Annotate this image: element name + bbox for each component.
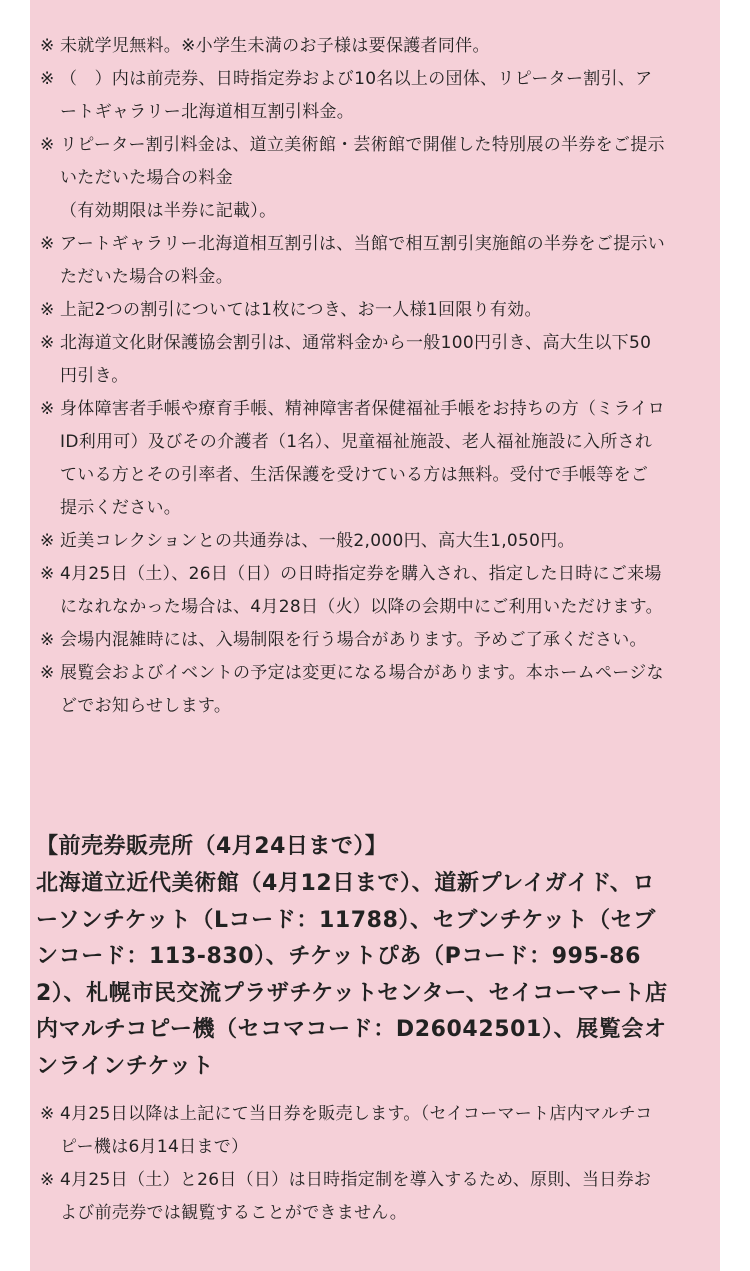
note-repeater-discount bbox=[40, 129, 665, 228]
note-text: 未就学児無料。※小学生未満のお子様は要保護者同伴。 bbox=[60, 36, 490, 56]
reference-mark: ※ bbox=[40, 333, 55, 353]
note-combo-ticket bbox=[40, 525, 665, 558]
note-timed-ticket bbox=[40, 558, 665, 624]
reference-mark: ※ bbox=[40, 630, 55, 650]
note-text: 近美コレクションとの共通券は、一般2,000円、高大生1,050円。 bbox=[60, 531, 575, 551]
note-text: 会場内混雑時には、入場制限を行う場合があります。予めご了承ください。 bbox=[60, 630, 647, 650]
note-text: （ ）内は前売券、日時指定券および10名以上の団体、リピーター割引、アートギャラリー北海道相互割引料金。 bbox=[60, 69, 653, 122]
reference-mark: ※ bbox=[40, 399, 55, 419]
note-discount-prices bbox=[40, 63, 665, 129]
note-disability-free bbox=[40, 393, 665, 525]
presale-title: 【前売券販売所（4月24日まで）】 bbox=[36, 834, 388, 859]
reference-mark: ※ bbox=[40, 1104, 55, 1124]
note-text: 4月25日（土）、26日（日）の日時指定券を購入され、指定した日時にご来場になれなかった場合は、4月28日（火）以降の会期中にご利用いただけます。 bbox=[60, 564, 663, 617]
note-art-gallery-discount bbox=[40, 228, 665, 294]
note-schedule-change bbox=[40, 657, 665, 723]
reference-mark: ※ bbox=[40, 234, 55, 254]
reference-mark: ※ bbox=[40, 1170, 55, 1190]
note-text: 4月25日以降は上記にて当日券を販売します。（セイコーマート店内マルチコピー機は6月14日まで） bbox=[60, 1104, 653, 1157]
note-text: 上記2つの割引については1枚につき、お一人様1回限り有効。 bbox=[60, 300, 542, 320]
admission-notes-list bbox=[40, 30, 665, 723]
reference-mark: ※ bbox=[40, 564, 55, 584]
note-subtext: （有効期限は半券に記載）。 bbox=[60, 201, 277, 221]
presale-locations: 北海道立近代美術館（4月12日まで）、道新プレイガイド、ローソンチケット（Lコード：11788）、セブンチケット（セブンコード：113-830）、チケットぴあ（Pコード：995-862）、札幌市民交流プラザチケットセンター、セイコーマート店内マルチコピー機（セコマコード：D26042501）、展覧会オンラインチケット bbox=[36, 871, 668, 1079]
note-discount-limit bbox=[40, 294, 665, 327]
note-preschool-free bbox=[40, 30, 665, 63]
note-text: 身体障害者手帳や療育手帳、精神障害者保健福祉手帳をお持ちの方（ミライロID利用可）及びその介護者（1名）、児童福祉施設、老人福祉施設に入所されている方とその引率者、生活保護を受けている方は無料。受付で手帳等をご提示ください。 bbox=[60, 399, 665, 518]
note-timed-entry bbox=[40, 1164, 665, 1230]
note-text: 北海道文化財保護協会割引は、通常料金から一般100円引き、高大生以下50円引き。 bbox=[60, 333, 652, 386]
note-cultural-property-discount bbox=[40, 327, 665, 393]
reference-mark: ※ bbox=[40, 663, 55, 683]
note-text: 4月25日（土）と26日（日）は日時指定制を導入するため、原則、当日券および前売券では観覧することができません。 bbox=[60, 1170, 652, 1223]
reference-mark: ※ bbox=[40, 36, 55, 56]
presale-notes-list bbox=[40, 1098, 665, 1230]
note-text: リピーター割引料金は、道立美術館・芸術館で開催した特別展の半券をご提示いただいた場合の料金 bbox=[60, 135, 665, 188]
reference-mark: ※ bbox=[40, 300, 55, 320]
reference-mark: ※ bbox=[40, 531, 55, 551]
presale-section bbox=[36, 828, 668, 1085]
note-text: 展覧会およびイベントの予定は変更になる場合があります。本ホームページなどでお知らせします。 bbox=[60, 663, 664, 716]
reference-mark: ※ bbox=[40, 135, 55, 155]
note-same-day-ticket bbox=[40, 1098, 665, 1164]
note-text: アートギャラリー北海道相互割引は、当館で相互割引実施館の半券をご提示いただいた場合の料金。 bbox=[60, 234, 665, 287]
note-crowd-limit bbox=[40, 624, 665, 657]
reference-mark: ※ bbox=[40, 69, 55, 89]
